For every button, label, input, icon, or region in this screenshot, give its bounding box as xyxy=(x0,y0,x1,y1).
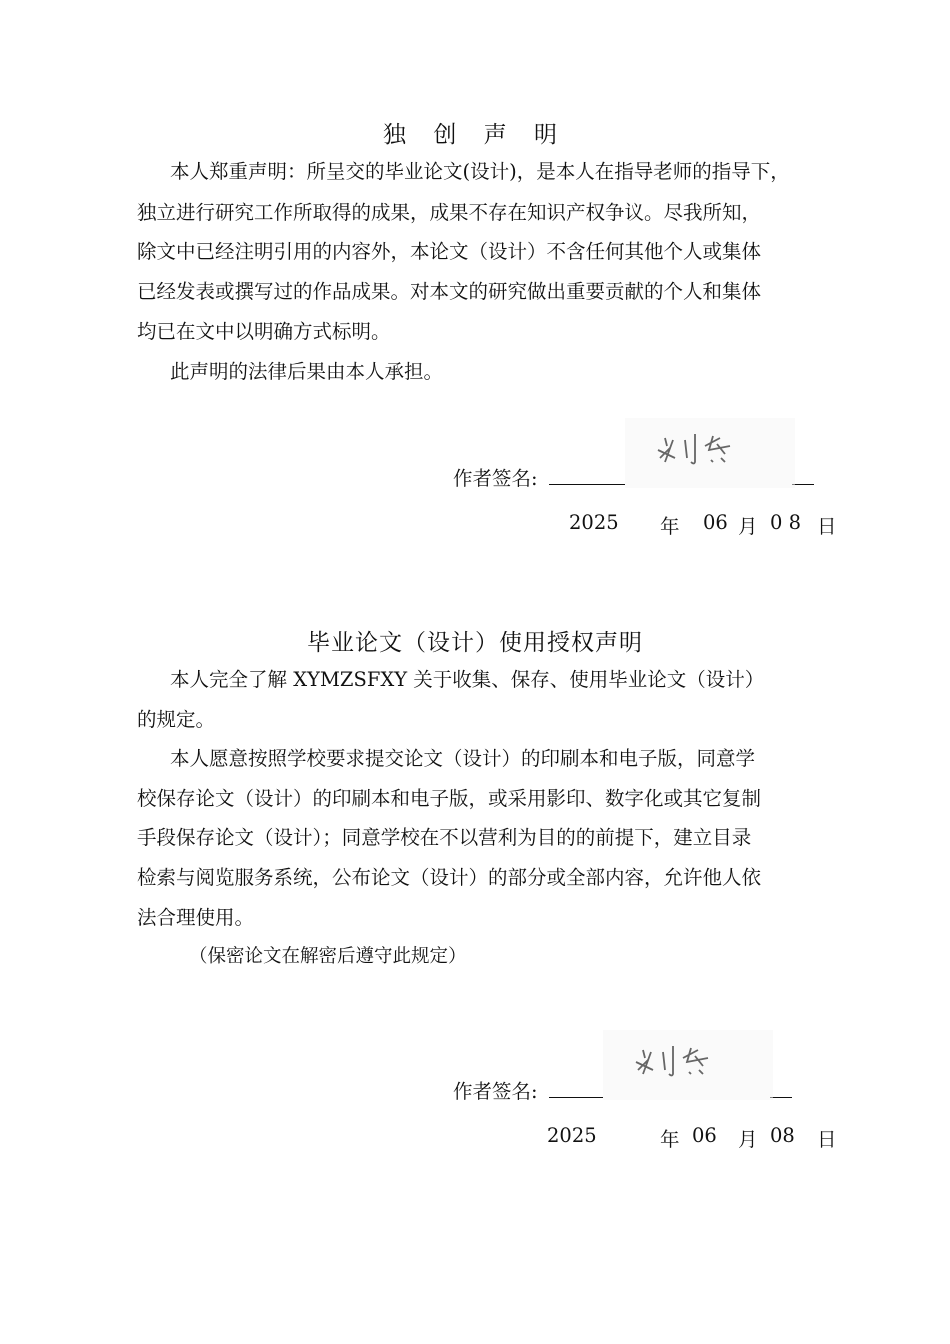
authorization-line-5: 手段保存论文（设计）；同意学校在不以营利为目的的前提下，建立目录 xyxy=(137,826,752,849)
signature-image-1 xyxy=(625,418,795,488)
originality-line-1: 本人郑重声明：所呈交的毕业论文(设计)，是本人在指导老师的指导下， xyxy=(170,160,790,183)
authorization-line-4: 校保存论文（设计）的印刷本和电子版，或采用影印、数字化或其它复制 xyxy=(137,787,762,810)
originality-title: 独 创 声 明 xyxy=(383,122,567,148)
originality-line-6: 此声明的法律后果由本人承担。 xyxy=(170,360,444,383)
signature-image-2 xyxy=(603,1030,773,1100)
date-year-unit-2: 年 xyxy=(660,1128,680,1151)
date-day-unit-1: 日 xyxy=(817,515,837,538)
authorization-line-7: 法合理使用。 xyxy=(137,906,255,929)
authorization-line-2: 的规定。 xyxy=(137,708,216,731)
date-day-1: 0 8 xyxy=(770,511,802,534)
signature-label-2: 作者签名: xyxy=(453,1080,538,1103)
originality-line-3: 除文中已经注明引用的内容外，本论文（设计）不含任何其他个人或集体 xyxy=(137,240,762,263)
authorization-line-6: 检索与阅览服务系统，公布论文（设计）的部分或全部内容，允许他人依 xyxy=(137,866,762,889)
date-day-unit-2: 日 xyxy=(817,1128,837,1151)
signature-line-1a xyxy=(549,484,625,485)
authorization-line-1: 本人完全了解 XYMZSFXY 关于收集、保存、使用毕业论文（设计） xyxy=(170,668,765,691)
date-year-unit-1: 年 xyxy=(660,515,680,538)
originality-line-4: 已经发表或撰写过的作品成果。对本文的研究做出重要贡献的个人和集体 xyxy=(137,280,762,303)
signature-line-2a xyxy=(549,1097,603,1098)
originality-line-2: 独立进行研究工作所取得的成果，成果不存在知识产权争议。尽我所知， xyxy=(137,201,762,224)
date-year-1: 2025 xyxy=(569,511,619,534)
authorization-line-8: （保密论文在解密后遵守此规定） xyxy=(189,946,467,967)
signature-line-1b xyxy=(792,484,814,485)
date-month-unit-2: 月 xyxy=(738,1128,758,1151)
signature-line-2b xyxy=(770,1097,792,1098)
signature-label-1: 作者签名: xyxy=(453,467,538,490)
date-year-2: 2025 xyxy=(547,1124,597,1147)
originality-line-5: 均已在文中以明确方式标明。 xyxy=(137,320,391,343)
date-month-2: 06 xyxy=(692,1124,717,1147)
date-month-unit-1: 月 xyxy=(738,515,758,538)
authorization-line-3: 本人愿意按照学校要求提交论文（设计）的印刷本和电子版，同意学 xyxy=(170,747,756,770)
date-month-1: 06 xyxy=(703,511,728,534)
date-day-2: 08 xyxy=(770,1124,795,1147)
authorization-title: 毕业论文（设计）使用授权声明 xyxy=(307,630,643,656)
